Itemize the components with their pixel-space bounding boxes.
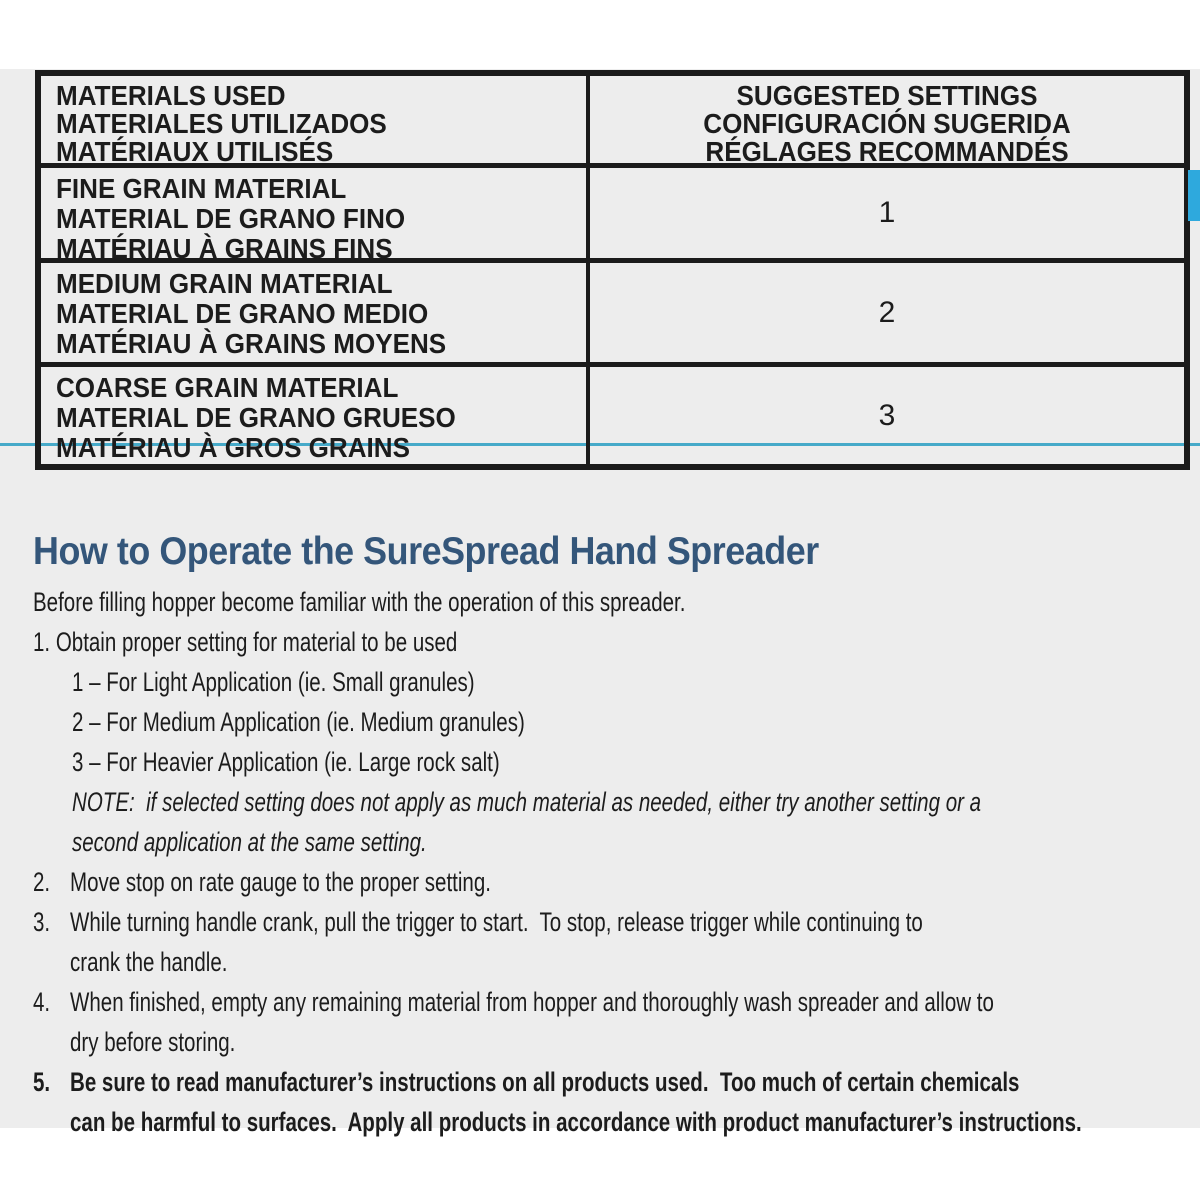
header-line: CONFIGURACIÓN SUGERIDA — [703, 108, 1071, 139]
step-line: Move stop on rate gauge to the proper setting. — [70, 867, 491, 897]
setting-option-1: 1 – For Light Application (ie. Small granules) — [72, 667, 475, 697]
step-4 — [33, 982, 1195, 1062]
header-line: RÉGLAGES RECOMMANDÉS — [705, 136, 1069, 167]
table-row-setting-fine — [590, 163, 1184, 258]
howto-section — [33, 530, 1195, 1142]
material-line: COARSE GRAIN MATERIAL — [56, 372, 399, 403]
step-3 — [33, 902, 1195, 982]
material-line: MATÉRIAU À GRAINS FINS — [56, 233, 393, 264]
header-line: SUGGESTED SETTINGS — [736, 80, 1038, 111]
setting-value: 1 — [878, 196, 896, 229]
setting-value: 2 — [878, 295, 896, 329]
table-header-settings — [590, 76, 1184, 167]
step-line: crank the handle. — [70, 947, 228, 977]
section-title: How to Operate the SureSpread Hand Spreader — [33, 530, 819, 573]
table-row-setting-medium — [590, 258, 1184, 362]
table-row-setting-coarse — [590, 362, 1184, 464]
step-5 — [33, 1062, 1195, 1142]
material-line: FINE GRAIN MATERIAL — [56, 173, 347, 204]
header-line: MATERIALS USED — [56, 80, 286, 111]
setting-option-2: 2 – For Medium Application (ie. Medium granules) — [72, 707, 525, 737]
step-text — [70, 902, 1192, 982]
step-line: When finished, empty any remaining material from hopper and thoroughly wash spreader and allow to — [70, 987, 994, 1017]
material-line: MATERIAL DE GRANO MEDIO — [56, 298, 429, 329]
setting-option-3: 3 – For Heavier Application (ie. Large rock salt) — [72, 747, 500, 777]
settings-table — [35, 70, 1190, 470]
material-line: MATÉRIAU À GRAINS MOYENS — [56, 328, 447, 359]
header-line: MATÉRIAUX UTILISÉS — [56, 136, 334, 167]
intro-line: Before filling hopper become familiar with the operation of this spreader. — [33, 587, 686, 617]
step-2 — [33, 862, 1195, 902]
header-line: MATERIALES UTILIZADOS — [56, 108, 387, 139]
step-number: 4. — [33, 987, 51, 1017]
material-line: MATERIAL DE GRANO FINO — [56, 203, 406, 234]
step-text — [70, 1062, 1200, 1142]
note-line: NOTE: if selected setting does not apply as much material as needed, either try another setting or a — [72, 787, 982, 817]
step-line: can be harmful to surfaces. Apply all products in accordance with product manufacturer’s instructions. — [70, 1107, 1082, 1137]
step-text — [70, 862, 624, 902]
material-line: MATÉRIAU À GROS GRAINS — [56, 432, 410, 463]
material-line: MATERIAL DE GRANO GRUESO — [56, 402, 456, 433]
step-1: 1. Obtain proper setting for material to be used — [33, 627, 458, 657]
note-line: second application at the same setting. — [72, 827, 427, 857]
material-line: MEDIUM GRAIN MATERIAL — [56, 268, 393, 299]
table-row-material-fine — [41, 163, 590, 264]
cyan-side-tab — [1188, 170, 1200, 221]
setting-value: 3 — [878, 398, 896, 432]
step-number: 3. — [33, 907, 51, 937]
table-row-material-coarse — [41, 362, 590, 464]
step-number: 2. — [33, 867, 51, 897]
step-line: Be sure to read manufacturer’s instructions on all products used. Too much of certain chemicals — [70, 1067, 1020, 1097]
table-row-material-medium — [41, 258, 590, 362]
step-line: While turning handle crank, pull the trigger to start. To stop, release trigger while continuing to — [70, 907, 923, 937]
step-number: 5. — [33, 1067, 51, 1097]
step-text — [70, 982, 1200, 1062]
table-header-materials — [41, 76, 590, 167]
step-line: dry before storing. — [70, 1027, 236, 1057]
